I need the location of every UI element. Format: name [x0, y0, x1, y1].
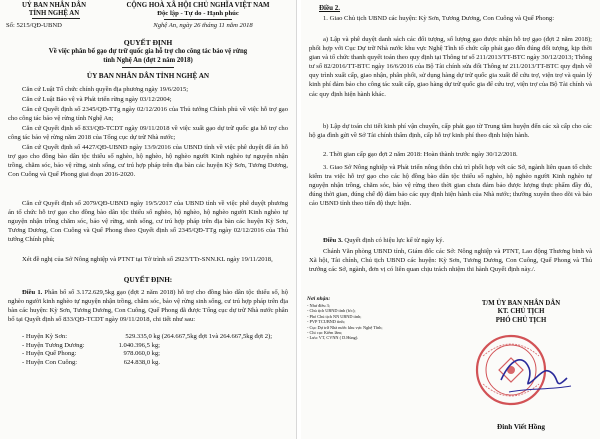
- official-seal: [477, 336, 545, 404]
- article-2-p2: 2. Thời gian cấp gạo đợt 2 năm 2018: Hoàn thành trước ngày 30/12/2018.: [323, 151, 518, 158]
- org-underline: [32, 18, 80, 19]
- allocation-list: [22, 333, 292, 367]
- page-right: [301, 0, 600, 439]
- recipient-item: - Phó Chủ tịch NN UBND tỉnh;: [307, 313, 362, 319]
- basis-1: Căn cứ Luật Tổ chức chính quyền địa phương ngày 19/6/2015;: [22, 86, 189, 93]
- recipients: [307, 296, 447, 341]
- basis-4: Căn cứ Quyết định số 833/QĐ-TCDT ngày 09/11/2018 về việc xuất gạo dự trữ quốc gia hỗ trợ cho công tác bảo vệ rừng năm 2018 của Tổng cục dự trữ Nhà nước;: [8, 125, 288, 142]
- article-2-pa: a) Lập và phê duyệt danh sách các đối tượng, số lượng gạo được nhận hỗ trợ gạo (đợt 2 năm 2018); phối hợp với Cục Dự trữ Nhà nước khu vực Nghệ Tĩnh tổ chức cấp phát gạo đến đúng đối tượng, kịp thời gian và tổ chức thanh quyết toán theo quy định tại Thông tư số 211/2013/TT-BTC ngày 30/12/2013; Thông tư số 82/2016/TT-BTC ngày 16/6/2016 của Bộ Tài chính sửa đổi Thông tư 211/2013/TT-BTC quy định về quy trình xuất cấp, giao nhận, phân phối, sử dụng hàng dự trữ quốc gia xuất để cứu trợ, viện trợ và quản lý kinh phí đảm bảo cho công tác xuất cấp, giao hàng dự trữ quốc gia để cứu trợ, viện trợ của Bộ Tài chính và các quy định hiện hành khác.: [309, 36, 592, 98]
- allocation-row: - Huyện Tương Dương: 1.040.396,5 kg;: [22, 341, 160, 349]
- signer-name: Đinh Viết Hồng: [497, 423, 545, 431]
- basis-6: Căn cứ Quyết định số 2079/QĐ-UBND ngày 19/5/2017 của UBND tỉnh về việc phê duyệt phương án tổ chức hỗ trợ gạo cho đồng bào dân tộc thiểu số nghèo, hộ nghèo, hộ nghèo người Kinh nghèo tự nguyện nhận trồng chăm sóc, bảo vệ rừng, sinh sống, cư trú hợp pháp trên địa bàn các huyện Kỳ Sơn, Tương Dương, Con Cuông và Quế Phong theo Quyết định số 2345/QĐ-TTg ngày 02/12/2016 của Thủ tướng Chính phủ;: [8, 200, 288, 244]
- article-2-pb: b) Lập dự toán chi tiết kinh phí vận chuyển, cấp phát gạo từ Trung tâm huyện đến các xã cấp cho các hộ gia đình gửi về Sở Tài chính thẩm định, cấp hỗ trợ kinh phí theo định hiện hành.: [309, 123, 592, 140]
- decides-heading: QUYẾT ĐỊNH:: [123, 276, 173, 284]
- place-date: Nghệ An, ngày 26 tháng 11 năm 2018: [153, 22, 253, 29]
- article-3-p: Chánh Văn phòng UBND tỉnh, Giám đốc các Sở: Nông nghiệp và PTNT, Lao động Thương binh và Xã hội, Tài chính, Chủ tịch UBND các huyện: Kỳ Sơn, Tương Dương, Con Cuông, Quế Phong và Thủ trưởng các Sở, ngành, đơn vị có liên quan chịu trách nhiệm thi hành Quyết định này./.: [309, 248, 592, 274]
- recipient-item: - PVP TCUBND tỉnh;: [307, 319, 345, 325]
- recipients-title: Nơi nhận:: [307, 296, 331, 302]
- basis-3: Căn cứ Quyết định số 2345/QĐ-TTg ngày 02/12/2016 của Thủ tướng Chính phủ về việc hỗ trợ gạo cho công tác bảo vệ rừng tỉnh Nghệ An;: [8, 106, 288, 123]
- recipient-item: - Như điều 3;: [307, 303, 330, 308]
- article-2-p3: 3. Giao Sở Nông nghiệp và Phát triển nông thôn chủ trì phối hợp với các Sở, ngành liên quan tổ chức kiểm tra việc hỗ trợ gạo cho các hộ đồng bào dân tộc thiểu số nghèo, hộ nghèo người Kinh nghèo tự nguyện nhận trồng, chăm sóc, bảo vệ rừng theo thời gian chưa đảm bảo được lượng thực phẩm đầy đủ, đúng thời gian, đúng chế độ đảm bảo các quy định hiện hành của Nhà nước; thường xuyên theo dõi và báo cáo UBND tỉnh theo tiến độ thực hiện.: [309, 164, 592, 208]
- basis-5: Căn cứ Quyết định số 4427/QĐ-UBND ngày 13/9/2016 của UBND tỉnh về việc phê duyệt đề án hỗ trợ gạo cho đồng bào dân tộc thiểu số nghèo, hộ nghèo, hộ nghèo người Kinh nghèo tự nguyện nhận trồng, chăm sóc, bảo vệ rừng, sinh sống, cư trú hợp pháp trên địa bàn các huyện Kỳ Sơn, Tương Dương, Con Cuông và Quế Phong giai đoạn 2016-2020.: [8, 144, 288, 179]
- decision-subject: Về việc phân bổ gạo dự trữ quốc gia hỗ trợ cho công tác bảo vệ rừng tỉnh Nghệ An (đợt 2 năm 2018): [48, 48, 248, 64]
- motto: Độc lập - Tự do - Hạnh phúc: [157, 10, 239, 17]
- subject-underline: [122, 67, 174, 68]
- article-2-p1: 1. Giao Chủ tịch UBND các huyện: Kỳ Sơn, Tương Dương, Con Cuông và Quế Phong:: [323, 15, 555, 22]
- allocation-row: - Huyện Quế Phong: 978.060,0 kg;: [22, 350, 160, 358]
- recipient-item: - Chủ tịch UBND tỉnh (b/c);: [307, 308, 356, 314]
- article-2-heading: Điều 2.: [319, 4, 340, 12]
- article-1: Điều 1. Phân bổ số 3.172.629,5kg gạo (đợt 2 năm 2018) hỗ trợ cho đồng bào dân tộc thiểu số, hộ nghèo người kinh nghèo tự nguyện nhận trồng, chăm sóc, bảo vệ rừng sinh sống, cư trú hợp pháp trên địa bàn các huyện: Kỳ Sơn, Tương Dương, Con Cuông, Quế Phong đã được Tổng cục dự trữ Nhà nước phân bổ tại Quyết định số 833/QĐ-TCDT ngày 09/11/2018, chi tiết như sau:: [8, 289, 289, 324]
- decision-title: QUYẾT ĐỊNH: [123, 38, 173, 47]
- document-number: Số: 5215/QĐ-UBND: [6, 22, 62, 29]
- org-name: UỶ BAN NHÂN DÂN TỈNH NGHỆ AN: [21, 2, 86, 17]
- article-3: Điều 3. Quyết định có hiệu lực kể từ ngày ký.: [323, 237, 445, 244]
- motto-underline: [164, 19, 232, 20]
- signature-block: T/M ỦY BAN NHÂN DÂN KT. CHỦ TỊCH PHÓ CHỦ TỊCH: [481, 300, 561, 324]
- recipient-item: - Chi cục Kiểm lâm;: [307, 330, 343, 336]
- allocation-row: - Huyện Kỳ Sơn: 529.335,0 kg (264.667,5kg đợt 1và 264.667,5kg đợt 2);: [22, 333, 273, 340]
- country-header: CỘNG HOÀ XÃ HỘI CHỦ NGHĨA VIỆT NAM: [126, 2, 270, 9]
- basis-7: Xét đề nghị của Sở Nông nghiệp và PTNT tại Tờ trình số 2923/TTr-SNN.KL ngày 19/11/2018,: [22, 256, 273, 263]
- recipient-item: - Cục Dự trữ Nhà nước khu vực Nghệ Tĩnh;: [307, 324, 383, 330]
- basis-2: Căn cứ Luật Bảo vệ và Phát triển rừng ngày 03/12/2004;: [22, 96, 172, 103]
- issuer: ỦY BAN NHÂN DÂN TỈNH NGHỆ AN: [86, 72, 210, 80]
- recipient-item: - Lưu: VT, CVNN ( D.Hùng).: [307, 335, 359, 341]
- page-left: [0, 0, 296, 439]
- allocation-row: - Huyện Con Cuông: 624.838,0 kg.: [22, 358, 160, 366]
- official-seal-and-signature: [471, 318, 581, 423]
